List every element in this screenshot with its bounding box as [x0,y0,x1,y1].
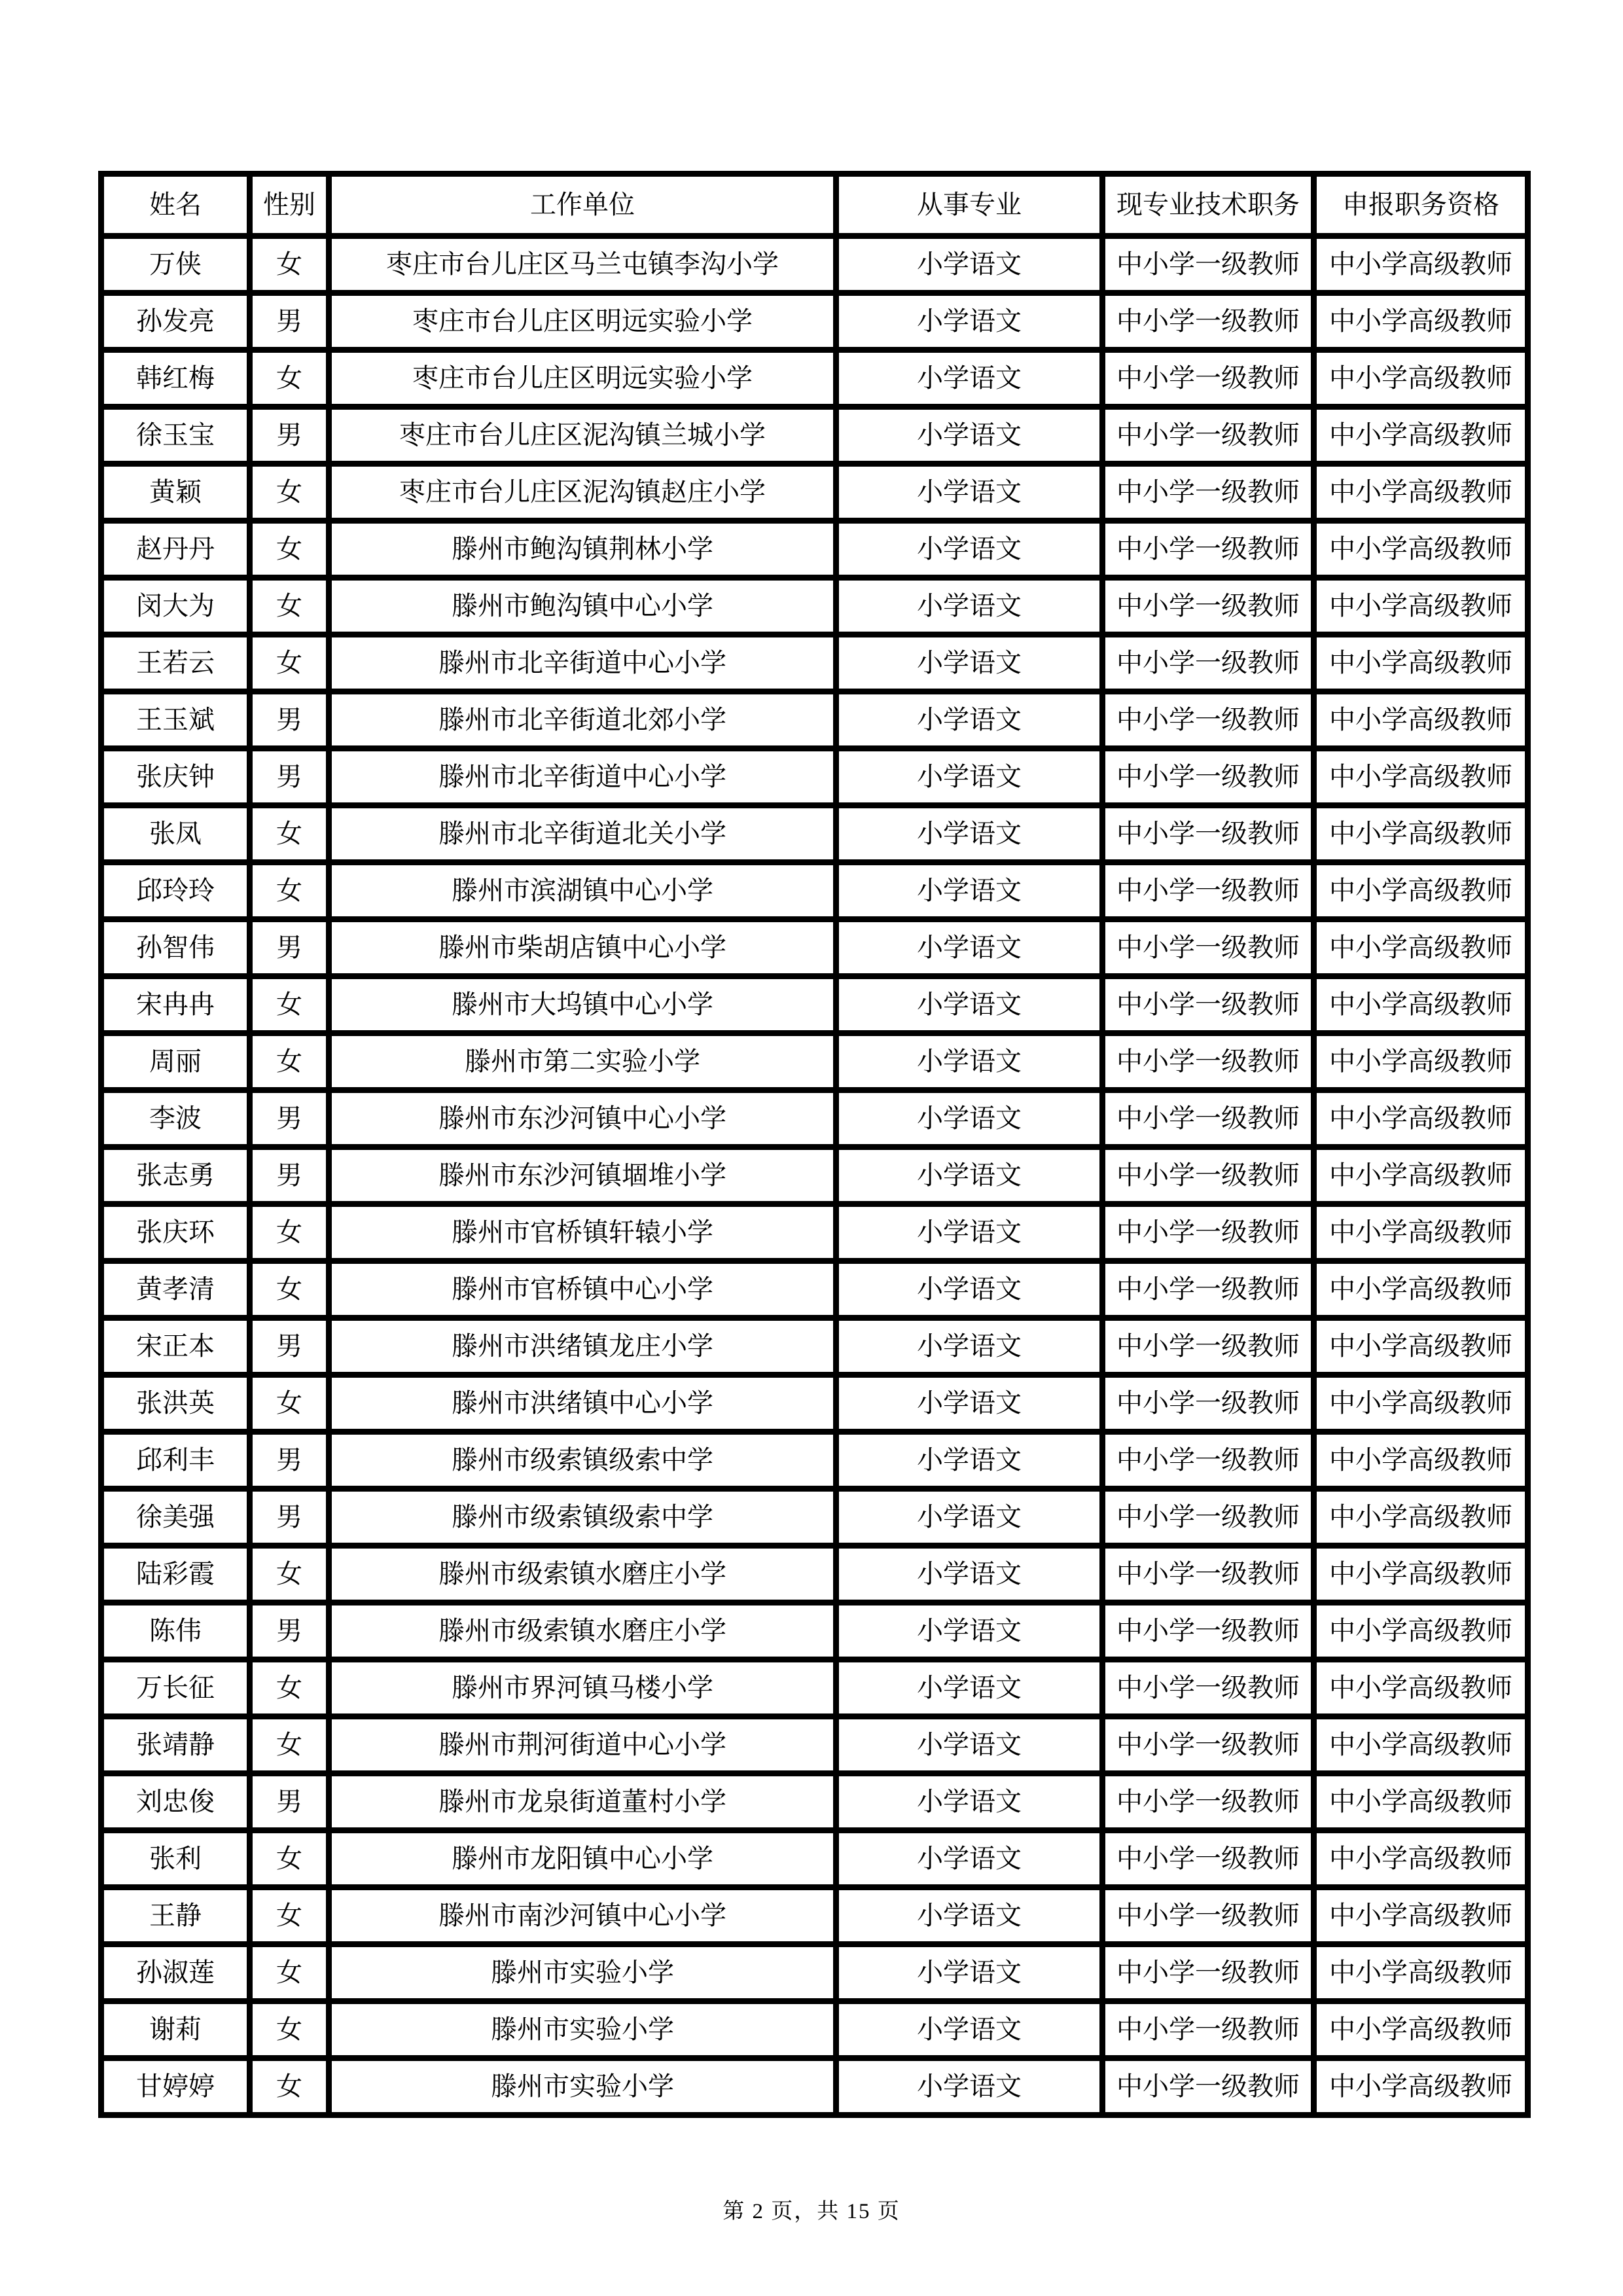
cell-major: 小学语文 [836,350,1103,407]
cell-major: 小学语文 [836,1774,1103,1831]
cell-applied_title: 中小学高级教师 [1314,1603,1528,1660]
cell-applied_title: 中小学高级教师 [1314,692,1528,749]
cell-major: 小学语文 [836,1546,1103,1603]
cell-work_unit: 枣庄市台儿庄区马兰屯镇李沟小学 [329,236,836,293]
table-row [101,1660,1528,1717]
cell-applied_title: 中小学高级教师 [1314,2001,1528,2058]
cell-gender: 女 [250,863,329,920]
cell-work_unit: 枣庄市台儿庄区明远实验小学 [329,293,836,350]
cell-applied_title: 中小学高级教师 [1314,521,1528,578]
cell-current_title: 中小学一级教师 [1103,1945,1314,2001]
cell-gender: 男 [250,293,329,350]
cell-major: 小学语文 [836,464,1103,521]
cell-name: 王若云 [101,635,250,692]
cell-work_unit: 枣庄市台儿庄区明远实验小学 [329,350,836,407]
cell-current_title: 中小学一级教师 [1103,1033,1314,1090]
cell-applied_title: 中小学高级教师 [1314,1090,1528,1147]
cell-name: 徐美强 [101,1489,250,1546]
cell-gender: 女 [250,977,329,1033]
cell-name: 徐玉宝 [101,407,250,464]
cell-major: 小学语文 [836,1204,1103,1261]
cell-work_unit: 滕州市东沙河镇中心小学 [329,1090,836,1147]
table-row [101,464,1528,521]
cell-gender: 男 [250,1774,329,1831]
cell-gender: 女 [250,1546,329,1603]
table-row [101,1717,1528,1774]
table-row [101,350,1528,407]
cell-name: 张志勇 [101,1147,250,1204]
table-row [101,1489,1528,1546]
table-row [101,521,1528,578]
cell-work_unit: 滕州市实验小学 [329,2058,836,2115]
cell-work_unit: 滕州市北辛街道中心小学 [329,749,836,806]
cell-applied_title: 中小学高级教师 [1314,578,1528,635]
cell-gender: 男 [250,1147,329,1204]
table-row [101,1546,1528,1603]
cell-applied_title: 中小学高级教师 [1314,749,1528,806]
table-row [101,1147,1528,1204]
cell-current_title: 中小学一级教师 [1103,1603,1314,1660]
cell-current_title: 中小学一级教师 [1103,1147,1314,1204]
cell-work_unit: 滕州市实验小学 [329,2001,836,2058]
cell-name: 黄孝清 [101,1261,250,1318]
cell-gender: 男 [250,1603,329,1660]
cell-name: 刘忠俊 [101,1774,250,1831]
table-row [101,1945,1528,2001]
cell-name: 闵大为 [101,578,250,635]
table-body [101,236,1528,2115]
table-row [101,692,1528,749]
cell-current_title: 中小学一级教师 [1103,1717,1314,1774]
cell-name: 王静 [101,1888,250,1945]
table-row [101,1603,1528,1660]
cell-gender: 男 [250,749,329,806]
cell-work_unit: 滕州市龙泉街道董村小学 [329,1774,836,1831]
table-row [101,578,1528,635]
table-row [101,2058,1528,2115]
cell-gender: 男 [250,920,329,977]
cell-gender: 女 [250,1717,329,1774]
cell-current_title: 中小学一级教师 [1103,1318,1314,1375]
column-header-work_unit: 工作单位 [329,174,836,236]
cell-current_title: 中小学一级教师 [1103,578,1314,635]
cell-current_title: 中小学一级教师 [1103,1774,1314,1831]
table-row [101,1318,1528,1375]
cell-gender: 女 [250,521,329,578]
cell-major: 小学语文 [836,1375,1103,1432]
cell-current_title: 中小学一级教师 [1103,1831,1314,1888]
table-row [101,2001,1528,2058]
cell-name: 赵丹丹 [101,521,250,578]
cell-work_unit: 滕州市官桥镇中心小学 [329,1261,836,1318]
cell-name: 万侠 [101,236,250,293]
cell-applied_title: 中小学高级教师 [1314,1888,1528,1945]
cell-current_title: 中小学一级教师 [1103,977,1314,1033]
table-row [101,293,1528,350]
cell-name: 宋冉冉 [101,977,250,1033]
cell-name: 张庆环 [101,1204,250,1261]
cell-gender: 女 [250,350,329,407]
cell-work_unit: 滕州市北辛街道中心小学 [329,635,836,692]
cell-gender: 女 [250,1204,329,1261]
cell-major: 小学语文 [836,692,1103,749]
cell-work_unit: 滕州市北辛街道北郊小学 [329,692,836,749]
table-row [101,977,1528,1033]
cell-gender: 女 [250,236,329,293]
cell-gender: 女 [250,806,329,863]
cell-name: 孙淑莲 [101,1945,250,2001]
cell-current_title: 中小学一级教师 [1103,236,1314,293]
page-number-footer: 第 2 页，共 15 页 [722,2200,901,2223]
cell-current_title: 中小学一级教师 [1103,1546,1314,1603]
cell-name: 孙智伟 [101,920,250,977]
cell-current_title: 中小学一级教师 [1103,1660,1314,1717]
cell-major: 小学语文 [836,749,1103,806]
cell-current_title: 中小学一级教师 [1103,464,1314,521]
cell-current_title: 中小学一级教师 [1103,1261,1314,1318]
cell-work_unit: 枣庄市台儿庄区泥沟镇赵庄小学 [329,464,836,521]
cell-major: 小学语文 [836,1888,1103,1945]
cell-applied_title: 中小学高级教师 [1314,1945,1528,2001]
cell-work_unit: 滕州市级索镇水磨庄小学 [329,1546,836,1603]
cell-major: 小学语文 [836,1261,1103,1318]
cell-gender: 女 [250,1888,329,1945]
cell-work_unit: 滕州市界河镇马楼小学 [329,1660,836,1717]
cell-name: 孙发亮 [101,293,250,350]
cell-work_unit: 滕州市洪绪镇龙庄小学 [329,1318,836,1375]
cell-work_unit: 滕州市龙阳镇中心小学 [329,1831,836,1888]
cell-major: 小学语文 [836,1603,1103,1660]
cell-major: 小学语文 [836,2058,1103,2115]
cell-applied_title: 中小学高级教师 [1314,1261,1528,1318]
cell-applied_title: 中小学高级教师 [1314,863,1528,920]
table-row [101,1432,1528,1489]
cell-current_title: 中小学一级教师 [1103,1204,1314,1261]
cell-applied_title: 中小学高级教师 [1314,1375,1528,1432]
table-row [101,1261,1528,1318]
cell-applied_title: 中小学高级教师 [1314,806,1528,863]
column-header-current_title: 现专业技术职务 [1103,174,1314,236]
cell-applied_title: 中小学高级教师 [1314,1546,1528,1603]
cell-current_title: 中小学一级教师 [1103,920,1314,977]
cell-work_unit: 滕州市滨湖镇中心小学 [329,863,836,920]
table-row [101,920,1528,977]
table-row [101,1033,1528,1090]
cell-major: 小学语文 [836,521,1103,578]
cell-applied_title: 中小学高级教师 [1314,1774,1528,1831]
cell-work_unit: 滕州市荆河街道中心小学 [329,1717,836,1774]
cell-gender: 女 [250,1945,329,2001]
cell-gender: 女 [250,1660,329,1717]
cell-applied_title: 中小学高级教师 [1314,350,1528,407]
cell-major: 小学语文 [836,635,1103,692]
cell-current_title: 中小学一级教师 [1103,407,1314,464]
table-row [101,1888,1528,1945]
cell-work_unit: 滕州市级索镇级索中学 [329,1489,836,1546]
cell-applied_title: 中小学高级教师 [1314,1033,1528,1090]
cell-name: 张利 [101,1831,250,1888]
cell-name: 宋正本 [101,1318,250,1375]
cell-major: 小学语文 [836,1717,1103,1774]
cell-name: 周丽 [101,1033,250,1090]
table-row [101,749,1528,806]
cell-major: 小学语文 [836,863,1103,920]
cell-gender: 男 [250,1489,329,1546]
cell-applied_title: 中小学高级教师 [1314,635,1528,692]
cell-gender: 女 [250,635,329,692]
cell-name: 陆彩霞 [101,1546,250,1603]
cell-work_unit: 滕州市东沙河镇堌堆小学 [329,1147,836,1204]
cell-name: 王玉斌 [101,692,250,749]
cell-current_title: 中小学一级教师 [1103,749,1314,806]
cell-major: 小学语文 [836,578,1103,635]
cell-applied_title: 中小学高级教师 [1314,920,1528,977]
cell-current_title: 中小学一级教师 [1103,521,1314,578]
cell-name: 甘婷婷 [101,2058,250,2115]
cell-name: 邱利丰 [101,1432,250,1489]
cell-work_unit: 滕州市鲍沟镇荆林小学 [329,521,836,578]
cell-applied_title: 中小学高级教师 [1314,236,1528,293]
cell-applied_title: 中小学高级教师 [1314,293,1528,350]
cell-name: 陈伟 [101,1603,250,1660]
cell-major: 小学语文 [836,1432,1103,1489]
cell-applied_title: 中小学高级教师 [1314,1204,1528,1261]
cell-major: 小学语文 [836,293,1103,350]
cell-name: 张洪英 [101,1375,250,1432]
cell-gender: 男 [250,1432,329,1489]
cell-name: 张庆钟 [101,749,250,806]
cell-work_unit: 滕州市级索镇水磨庄小学 [329,1603,836,1660]
table-row [101,1774,1528,1831]
cell-applied_title: 中小学高级教师 [1314,407,1528,464]
table-row [101,1204,1528,1261]
teacher-roster-table [98,171,1531,2118]
column-header-gender: 性别 [250,174,329,236]
cell-name: 张靖静 [101,1717,250,1774]
cell-applied_title: 中小学高级教师 [1314,464,1528,521]
cell-gender: 女 [250,1375,329,1432]
cell-name: 邱玲玲 [101,863,250,920]
cell-gender: 女 [250,1261,329,1318]
cell-applied_title: 中小学高级教师 [1314,1432,1528,1489]
cell-gender: 女 [250,1033,329,1090]
cell-current_title: 中小学一级教师 [1103,1489,1314,1546]
cell-major: 小学语文 [836,1033,1103,1090]
cell-current_title: 中小学一级教师 [1103,2001,1314,2058]
cell-work_unit: 滕州市南沙河镇中心小学 [329,1888,836,1945]
cell-work_unit: 滕州市级索镇级索中学 [329,1432,836,1489]
cell-applied_title: 中小学高级教师 [1314,2058,1528,2115]
cell-gender: 女 [250,1831,329,1888]
column-header-applied_title: 申报职务资格 [1314,174,1528,236]
cell-gender: 男 [250,1090,329,1147]
table-row [101,1090,1528,1147]
cell-current_title: 中小学一级教师 [1103,1888,1314,1945]
cell-gender: 女 [250,464,329,521]
cell-gender: 女 [250,578,329,635]
cell-applied_title: 中小学高级教师 [1314,1717,1528,1774]
table-row [101,806,1528,863]
cell-current_title: 中小学一级教师 [1103,863,1314,920]
cell-name: 黄颖 [101,464,250,521]
cell-current_title: 中小学一级教师 [1103,692,1314,749]
table-header-row [101,174,1528,236]
table-row [101,1831,1528,1888]
cell-name: 李波 [101,1090,250,1147]
cell-major: 小学语文 [836,2001,1103,2058]
cell-major: 小学语文 [836,1318,1103,1375]
cell-work_unit: 滕州市洪绪镇中心小学 [329,1375,836,1432]
cell-name: 韩红梅 [101,350,250,407]
column-header-major: 从事专业 [836,174,1103,236]
cell-major: 小学语文 [836,407,1103,464]
cell-current_title: 中小学一级教师 [1103,1090,1314,1147]
cell-current_title: 中小学一级教师 [1103,293,1314,350]
cell-major: 小学语文 [836,1660,1103,1717]
cell-current_title: 中小学一级教师 [1103,806,1314,863]
cell-gender: 女 [250,2058,329,2115]
table-row [101,1375,1528,1432]
table-row [101,863,1528,920]
cell-applied_title: 中小学高级教师 [1314,1318,1528,1375]
cell-gender: 男 [250,407,329,464]
cell-applied_title: 中小学高级教师 [1314,1831,1528,1888]
column-header-name: 姓名 [101,174,250,236]
cell-work_unit: 滕州市鲍沟镇中心小学 [329,578,836,635]
cell-major: 小学语文 [836,977,1103,1033]
cell-current_title: 中小学一级教师 [1103,635,1314,692]
cell-work_unit: 滕州市官桥镇轩辕小学 [329,1204,836,1261]
cell-gender: 女 [250,2001,329,2058]
cell-gender: 男 [250,692,329,749]
cell-major: 小学语文 [836,1489,1103,1546]
cell-major: 小学语文 [836,806,1103,863]
cell-work_unit: 滕州市北辛街道北关小学 [329,806,836,863]
cell-major: 小学语文 [836,1831,1103,1888]
cell-major: 小学语文 [836,1090,1103,1147]
cell-applied_title: 中小学高级教师 [1314,1660,1528,1717]
cell-current_title: 中小学一级教师 [1103,1375,1314,1432]
cell-work_unit: 枣庄市台儿庄区泥沟镇兰城小学 [329,407,836,464]
cell-gender: 男 [250,1318,329,1375]
cell-applied_title: 中小学高级教师 [1314,1147,1528,1204]
cell-current_title: 中小学一级教师 [1103,350,1314,407]
cell-major: 小学语文 [836,920,1103,977]
cell-name: 万长征 [101,1660,250,1717]
cell-work_unit: 滕州市实验小学 [329,1945,836,2001]
cell-major: 小学语文 [836,1147,1103,1204]
table-row [101,236,1528,293]
cell-work_unit: 滕州市柴胡店镇中心小学 [329,920,836,977]
cell-name: 张凤 [101,806,250,863]
table-row [101,635,1528,692]
cell-work_unit: 滕州市大坞镇中心小学 [329,977,836,1033]
cell-current_title: 中小学一级教师 [1103,2058,1314,2115]
cell-major: 小学语文 [836,236,1103,293]
cell-name: 谢莉 [101,2001,250,2058]
cell-applied_title: 中小学高级教师 [1314,1489,1528,1546]
cell-work_unit: 滕州市第二实验小学 [329,1033,836,1090]
cell-current_title: 中小学一级教师 [1103,1432,1314,1489]
cell-applied_title: 中小学高级教师 [1314,977,1528,1033]
table-row [101,407,1528,464]
cell-major: 小学语文 [836,1945,1103,2001]
